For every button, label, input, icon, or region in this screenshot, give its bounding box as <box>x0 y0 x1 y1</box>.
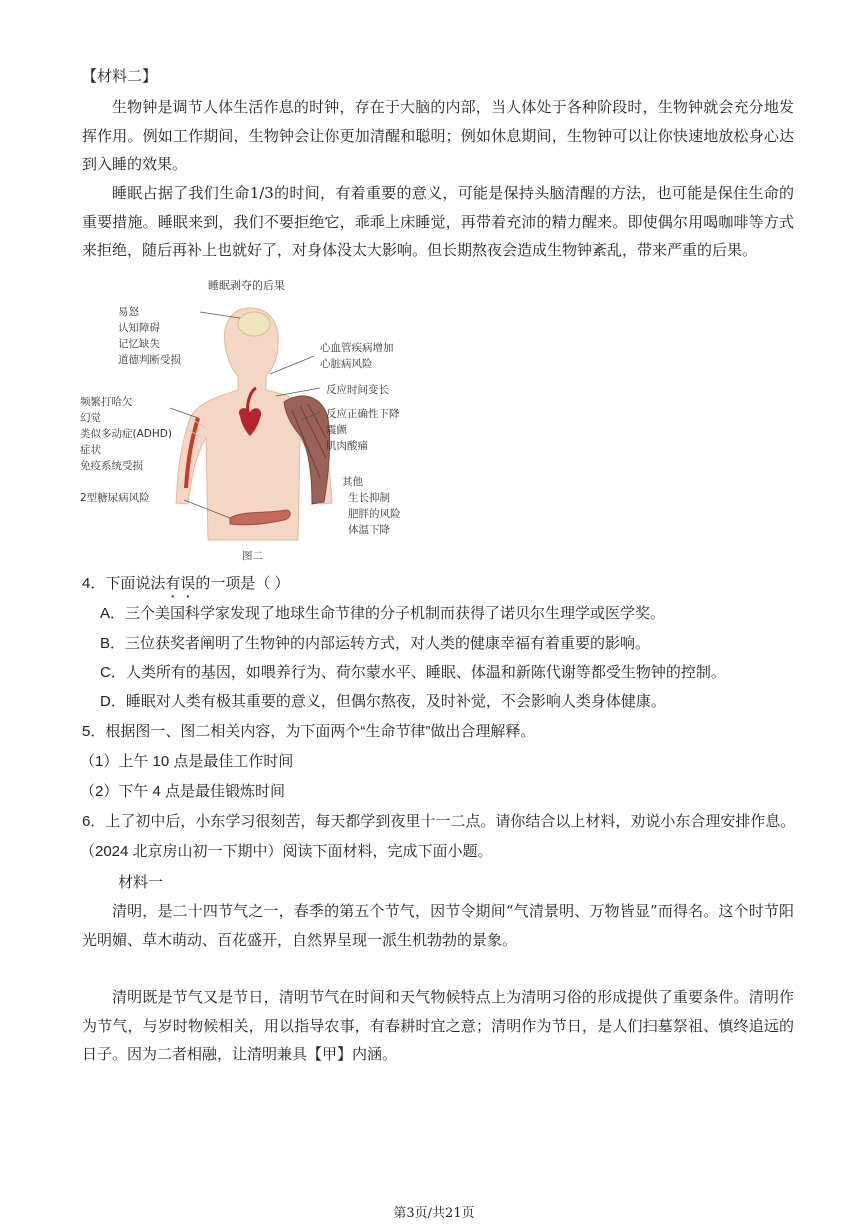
question-4-option-a: A．三个美国科学家发现了地球生命节律的分子机制而获得了诺贝尔生理学或医学奖。 <box>100 605 666 622</box>
question-4-emphasis: 有误 <box>165 575 196 592</box>
label-reaction: 反应时间变长 <box>326 384 389 396</box>
label-arm-4: 症状 <box>80 444 101 456</box>
material1-heading: 材料一 <box>118 873 164 891</box>
page-footer: 第3页/共21页 <box>393 1206 475 1221</box>
question-4-stem-part: 的一项是（ ） <box>195 575 290 592</box>
figure-title: 睡眠剥夺的后果 <box>208 279 285 292</box>
label-muscle-3: 肌肉酸痛 <box>326 440 368 452</box>
material2-heading: 【材料二】 <box>82 67 158 85</box>
label-heart-1: 心血管疾病增加 <box>320 342 394 354</box>
label-pancreas: 2型糖尿病风险 <box>80 492 150 504</box>
label-head-1: 易怒 <box>118 306 139 318</box>
question-4-stem-part: 4．下面说法 <box>82 575 166 592</box>
question-5-stem: 5．根据图一、图二相关内容，为下面两个“生命节律”做出合理解释。 <box>82 723 536 740</box>
label-head-3: 记忆缺失 <box>118 338 160 350</box>
question-4-stem <box>82 574 290 601</box>
label-other-heading: 其他 <box>342 476 363 488</box>
material2-paragraph-2: 睡眠占据了我们生命1/3的时间，有着重要的意义，可能是保持头脑清醒的方法，也可能是保住生命的重要措施。睡眠来到，我们不要拒绝它，乖乖上床睡觉，再带着充沛的精力醒来。即使偶尔用喝咖啡等方式来拒绝，随后再补上也就好了，对身体没太大影响。但长期熬夜会造成生物钟紊乱，带来严重的后果。 <box>82 184 794 259</box>
material2-paragraph-1: 生物钟是调节人体生活作息的时钟，存在于大脑的内部，当人体处于各种阶段时，生物钟就会充分地发挥作用。例如工作期间，生物钟会让你更加清醒和聪明；例如休息期间，生物钟可以让你快速地放松身心达到入睡的效果。 <box>82 98 794 173</box>
question-4-option-b: B．三位获奖者阐明了生物钟的内部运转方式，对人类的健康幸福有着重要的影响。 <box>100 635 651 652</box>
question-5-item-2: （2）下午 4 点是最佳锻炼时间 <box>80 783 286 800</box>
label-heart-2: 心脏病风险 <box>320 358 373 370</box>
label-other-1: 生长抑制 <box>348 492 390 504</box>
label-head-2: 认知障碍 <box>118 322 160 334</box>
question-6-stem: 6．上了初中后，小东学习很刻苦，每天都学到夜里十一二点。请你结合以上材料，劝说小东合理安排作息。 <box>82 813 796 830</box>
label-arm-5: 免疫系统受损 <box>80 460 143 472</box>
question-5-item-1: （1）上午 10 点是最佳工作时间 <box>80 753 294 770</box>
sleep-deprivation-figure <box>80 278 420 568</box>
label-arm-3: 类似多动症(ADHD) <box>80 428 172 440</box>
label-arm-2: 幻觉 <box>80 412 101 424</box>
label-head-4: 道德判断受损 <box>118 354 181 366</box>
label-arm-1: 频繁打哈欠 <box>80 396 133 408</box>
question-4-option-d: D．睡眠对人类有极其重要的意义，但偶尔熬夜，及时补觉，不会影响人类身体健康。 <box>100 693 666 710</box>
label-muscle-2: 震颤 <box>326 424 347 436</box>
label-other-2: 肥胖的风险 <box>348 508 401 520</box>
material1-paragraph-1: 清明，是二十四节气之一，春季的第五个节气，因节令期间“气清景明、万物皆显”而得名。这个时节阳光明媚、草木萌动、百花盛开，自然界呈现一派生机勃勃的景象。 <box>82 902 794 949</box>
figure-caption: 图二 <box>242 550 263 562</box>
material1-paragraph-2: 清明既是节气又是节日，清明节气在时间和天气物候特点上为清明习俗的形成提供了重要条件。清明作为节气，与岁时物候相关，用以指导农事，有春耕时宜之意；清明作为节日，是人们扫墓祭祖、慎终追远的日子。因为二者相融，让清明兼具【甲】内涵。 <box>82 988 794 1063</box>
section-intro: （2024 北京房山初一下期中）阅读下面材料，完成下面小题。 <box>80 843 493 860</box>
question-4-option-c: C．人类所有的基因，如喂养行为、荷尔蒙水平、睡眠、体温和新陈代谢等都受生物钟的控制。 <box>100 664 726 681</box>
label-muscle-1: 反应正确性下降 <box>326 408 400 420</box>
label-other-3: 体温下降 <box>348 524 390 536</box>
